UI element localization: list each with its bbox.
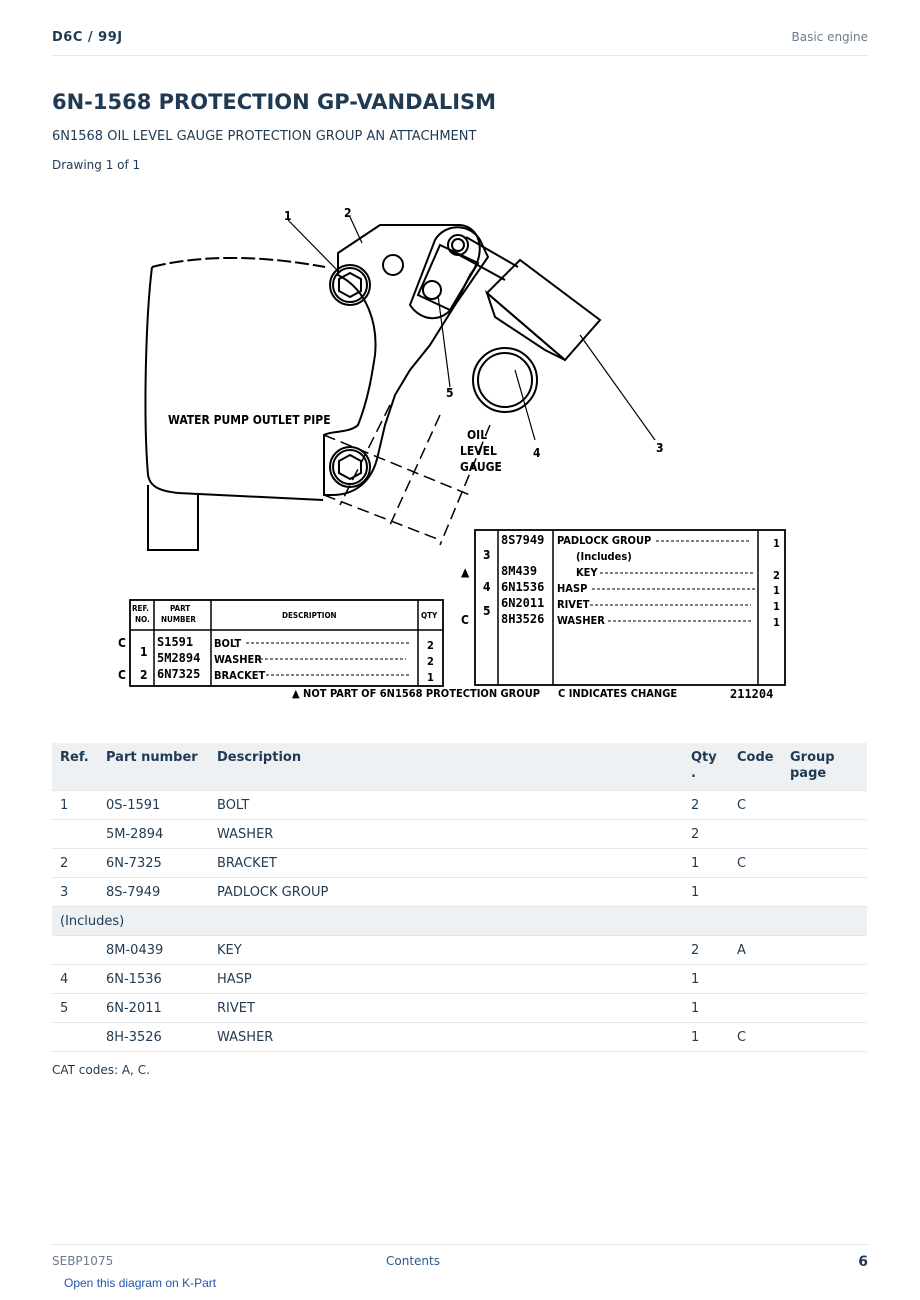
lt-header-qty: QTY: [421, 611, 438, 620]
lt-row1-qty: 2: [427, 639, 434, 652]
lt-row2-desc: WASHER: [214, 653, 262, 666]
table-row: [52, 878, 867, 907]
cell-code: C: [729, 791, 782, 820]
table-note-row: [52, 907, 867, 936]
rt-row4-ref: 4: [483, 580, 491, 594]
lt-header-part-1: PART: [170, 604, 191, 613]
rt-row1-part: 8S7949: [501, 533, 545, 547]
rt-row5-qty: 1: [773, 600, 780, 613]
gauge-label-oil: OIL: [467, 428, 488, 442]
rt-row1-qty: 1: [773, 537, 780, 550]
lt-header-part-2: NUMBER: [161, 615, 196, 624]
footnote-change: C INDICATES CHANGE: [558, 687, 678, 700]
header-description: Description: [209, 743, 683, 791]
table-row: [52, 936, 867, 965]
left-parts-table: [118, 600, 443, 686]
right-parts-table: [461, 530, 785, 685]
gauge-label-level: LEVEL: [460, 444, 497, 458]
cell-code: [729, 965, 782, 994]
cell-group-page: [782, 936, 867, 965]
gauge-label-gauge: GAUGE: [460, 460, 502, 474]
page-number: 6: [858, 1254, 868, 1270]
water-pump-label: WATER PUMP OUTLET PIPE: [168, 413, 331, 427]
lt-row1-part: S1591: [157, 635, 194, 649]
cell-ref: [52, 936, 98, 965]
rt-row3-desc: KEY: [576, 566, 598, 579]
lt-row1-ref: 1: [140, 645, 148, 659]
cell-group-page: [782, 994, 867, 1023]
cell-group-page: [782, 1023, 867, 1052]
callout-4: 4: [533, 446, 541, 460]
cell-code: C: [729, 849, 782, 878]
cell-ref: [52, 1023, 98, 1052]
footnote-not-part: ▲ NOT PART OF 6N1568 PROTECTION GROUP: [292, 687, 540, 700]
cell-qty: 2: [683, 936, 729, 965]
rt-row5-part: 6N2011: [501, 596, 545, 610]
callout-5: 5: [446, 386, 454, 400]
rt-row3-part: 8M439: [501, 564, 538, 578]
cell-description: PADLOCK GROUP: [209, 878, 683, 907]
lt-row3-qty: 1: [427, 671, 434, 684]
cell-qty: 2: [683, 791, 729, 820]
cell-description: BOLT: [209, 791, 683, 820]
table-row: [52, 849, 867, 878]
lt-row2-qty: 2: [427, 655, 434, 668]
header-group-page: Group page: [782, 743, 867, 791]
page-footer: [52, 1244, 868, 1275]
rt-row3-mark: ▲: [461, 565, 470, 579]
lt-row3-part: 6N7325: [157, 667, 201, 681]
rt-row1-desc: PADLOCK GROUP: [557, 534, 652, 547]
cell-ref: 2: [52, 849, 98, 878]
lt-header-desc: DESCRIPTION: [282, 611, 337, 620]
header-ref: Ref.: [52, 743, 98, 791]
page-title: 6N-1568 PROTECTION GP-VANDALISM: [52, 90, 497, 114]
cell-description: RIVET: [209, 994, 683, 1023]
rt-row6-part: 8H3526: [501, 612, 545, 626]
cell-part-number: 6N-2011: [98, 994, 209, 1023]
cell-code: [729, 878, 782, 907]
cell-group-page: [782, 791, 867, 820]
includes-note: (Includes): [52, 907, 867, 936]
table-row: [52, 1023, 867, 1052]
lt-row2-part: 5M2894: [157, 651, 201, 665]
cell-part-number: 6N-7325: [98, 849, 209, 878]
table-row: [52, 994, 867, 1023]
document-id: SEBP1075: [52, 1254, 114, 1268]
cell-description: WASHER: [209, 1023, 683, 1052]
lt-row3-desc: BRACKET: [214, 669, 266, 682]
cell-qty: 1: [683, 965, 729, 994]
rt-row4-qty: 1: [773, 584, 780, 597]
rt-row3-qty: 2: [773, 569, 780, 582]
cell-qty: 1: [683, 878, 729, 907]
callout-3: 3: [656, 441, 664, 455]
section-label: Basic engine: [791, 30, 868, 44]
cell-part-number: 5M-2894: [98, 820, 209, 849]
cell-qty: 1: [683, 1023, 729, 1052]
lt-row1-desc: BOLT: [214, 637, 242, 650]
page-header: [52, 30, 868, 56]
lt-row1-change: C: [118, 636, 126, 650]
cell-group-page: [782, 878, 867, 907]
cell-ref: 5: [52, 994, 98, 1023]
cell-group-page: [782, 965, 867, 994]
table-row: [52, 965, 867, 994]
drawing-counter: Drawing 1 of 1: [52, 158, 141, 172]
cell-part-number: 8M-0439: [98, 936, 209, 965]
cell-ref: [52, 820, 98, 849]
rt-row4-desc: HASP: [557, 582, 588, 595]
cell-qty: 2: [683, 820, 729, 849]
open-diagram-link[interactable]: Open this diagram on K-Part: [64, 1276, 217, 1290]
cell-description: HASP: [209, 965, 683, 994]
cell-ref: 4: [52, 965, 98, 994]
rt-row6-qty: 1: [773, 616, 780, 629]
rt-row2-ref: 3: [483, 548, 491, 562]
cell-code: A: [729, 936, 782, 965]
model-label: D6C / 99J: [52, 30, 123, 45]
cell-part-number: 8S-7949: [98, 878, 209, 907]
cell-part-number: 6N-1536: [98, 965, 209, 994]
lt-row3-ref: 2: [140, 668, 148, 682]
cell-qty: 1: [683, 849, 729, 878]
cell-code: [729, 994, 782, 1023]
cell-description: WASHER: [209, 820, 683, 849]
rt-row6-desc: WASHER: [557, 614, 605, 627]
header-code: Code: [729, 743, 782, 791]
lt-header-ref-1: REF.: [132, 604, 149, 613]
cell-ref: 1: [52, 791, 98, 820]
table-header-row: [52, 743, 867, 791]
table-row: [52, 820, 867, 849]
contents-link[interactable]: Contents: [386, 1254, 440, 1268]
cell-description: BRACKET: [209, 849, 683, 878]
drawing-number: 211204: [730, 687, 774, 701]
cell-code: [729, 820, 782, 849]
cell-qty: 1: [683, 994, 729, 1023]
cell-ref: 3: [52, 878, 98, 907]
header-part-number: Part number: [98, 743, 209, 791]
lt-header-ref-2: NO.: [135, 615, 150, 624]
cell-part-number: 8H-3526: [98, 1023, 209, 1052]
cell-code: C: [729, 1023, 782, 1052]
header-qty: Qty .: [683, 743, 729, 791]
page-subtitle: 6N1568 OIL LEVEL GAUGE PROTECTION GROUP AN ATTACHMENT: [52, 129, 477, 144]
rt-row4-part: 6N1536: [501, 580, 545, 594]
table-row: [52, 791, 867, 820]
cell-group-page: [782, 820, 867, 849]
cell-description: KEY: [209, 936, 683, 965]
callout-2: 2: [344, 206, 352, 220]
rt-row5-ref: 5: [483, 604, 491, 618]
callout-1: 1: [284, 209, 292, 223]
rt-row5-desc: RIVET: [557, 598, 590, 611]
rt-row2-desc: (Includes): [576, 550, 632, 563]
cell-group-page: [782, 849, 867, 878]
lt-row3-change: C: [118, 668, 126, 682]
parts-table: [52, 743, 867, 1052]
cell-part-number: 0S-1591: [98, 791, 209, 820]
parts-diagram: [110, 195, 810, 710]
rt-row5-mark: C: [461, 613, 469, 627]
cat-codes: CAT codes: A, C.: [52, 1063, 150, 1077]
